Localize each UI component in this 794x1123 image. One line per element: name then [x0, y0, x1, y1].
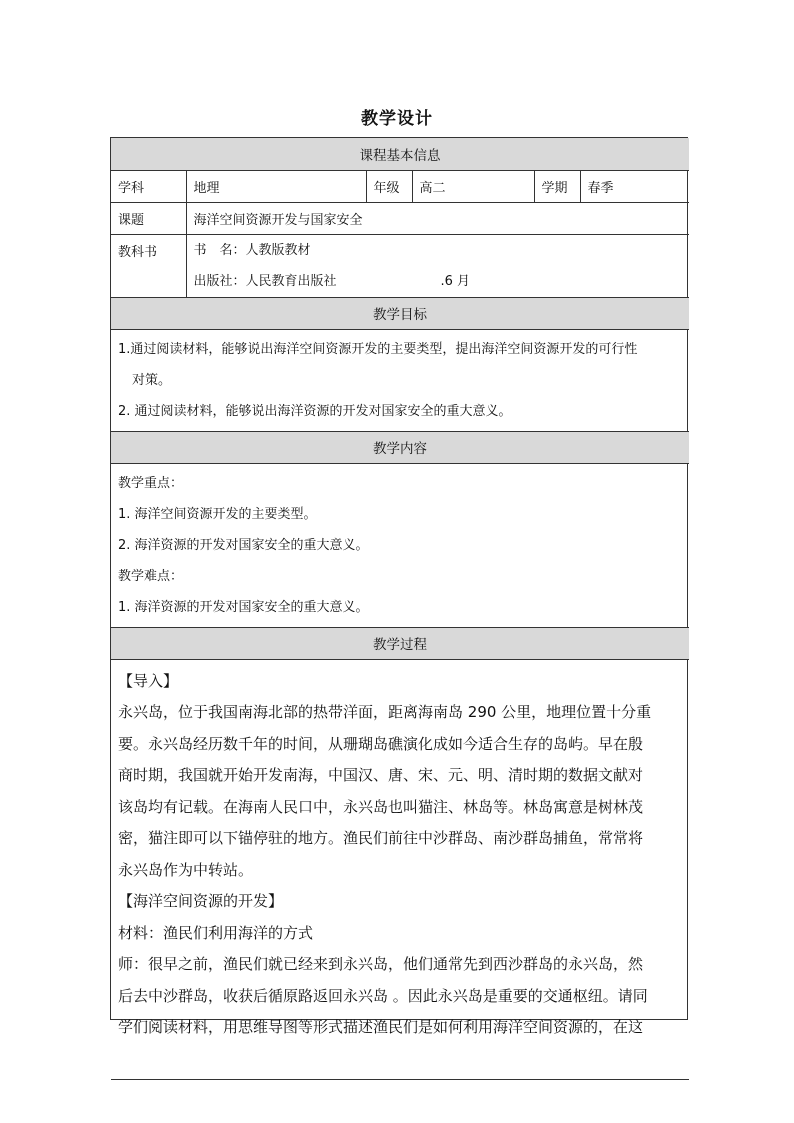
intro-line: 商时期，我国就开始开发南海，中国汉、唐、宋、元、明、清时期的数据文献对	[118, 766, 644, 784]
section-header-process: 教学过程	[111, 627, 689, 659]
process-body	[111, 659, 689, 1079]
objective-item: 对策。	[132, 372, 172, 388]
subject-value: 地理	[186, 170, 366, 202]
textbook-label: 教科书	[111, 234, 186, 297]
difficulty-item: 1. 海洋资源的开发对国家安全的重大意义。	[118, 599, 369, 615]
section-header-content: 教学内容	[111, 431, 689, 463]
difficulty-label: 教学难点：	[118, 568, 184, 584]
intro-line: 该岛均有记载。在海南人民口中，永兴岛也叫猫注、林岛等。林岛寓意是树林茂	[118, 797, 644, 816]
intro-line: 永兴岛作为中转站。	[118, 860, 254, 879]
publisher-line	[187, 266, 690, 297]
topic-label: 课题	[111, 202, 186, 234]
teacher-line: 师：很早之前，渔民们就已经来到永兴岛，他们通常先到西沙群岛的永兴岛，然	[118, 955, 644, 973]
document-title: 教学设计	[361, 109, 433, 129]
section-header-basic-info: 课程基本信息	[111, 138, 689, 170]
material-line: 材料：渔民们利用海洋的方式	[118, 923, 314, 942]
intro-line: 要。永兴岛经历数千年的时间，从珊瑚岛礁演化成如今适合生存的岛屿。早在殷	[118, 734, 644, 753]
intro-heading: 【导入】	[118, 671, 179, 690]
grade-value: 高二	[412, 170, 534, 202]
development-heading: 【海洋空间资源的开发】	[118, 892, 284, 910]
objectives-list	[111, 329, 689, 431]
subject-label: 学科	[111, 170, 186, 202]
topic-value: 海洋空间资源开发与国家安全	[186, 202, 689, 234]
teacher-line: 学们阅读材料，用思维导图等形式描述渔民们是如何利用海洋空间资源的，在这	[118, 1018, 644, 1036]
section-header-objectives: 教学目标	[111, 297, 689, 329]
intro-line: 永兴岛，位于我国南海北部的热带洋面，距离海南岛 290 公里，地理位置十分重	[118, 703, 652, 721]
book-name: 书 名：人教版教材	[193, 242, 311, 258]
content-list	[111, 463, 689, 627]
term-value: 春季	[580, 170, 689, 202]
publication-date: .6 月	[440, 273, 471, 289]
publisher: 出版社：人民教育出版社	[193, 273, 337, 289]
intro-line: 密，猫注即可以下锚停驻的地方。渔民们前往中沙群岛、南沙群岛捕鱼，常常将	[118, 829, 644, 847]
objective-item: 1.通过阅读材料，能够说出海洋空间资源开发的主要类型，提出海洋空间资源开发的可行性	[118, 341, 638, 357]
key-point-item: 2. 海洋资源的开发对国家安全的重大意义。	[118, 537, 369, 553]
objective-item: 2. 通过阅读材料，能够说出海洋资源的开发对国家安全的重大意义。	[118, 403, 512, 419]
key-point-item: 1. 海洋空间资源开发的主要类型。	[118, 506, 317, 522]
lesson-plan-table	[110, 137, 688, 1036]
teacher-line: 后去中沙群岛，收获后循原路返回永兴岛 。因此永兴岛是重要的交通枢纽。请同	[118, 986, 648, 1005]
grade-label: 年级	[366, 170, 412, 202]
textbook-info	[186, 234, 689, 297]
term-label: 学期	[534, 170, 580, 202]
key-points-label: 教学重点：	[118, 475, 184, 491]
